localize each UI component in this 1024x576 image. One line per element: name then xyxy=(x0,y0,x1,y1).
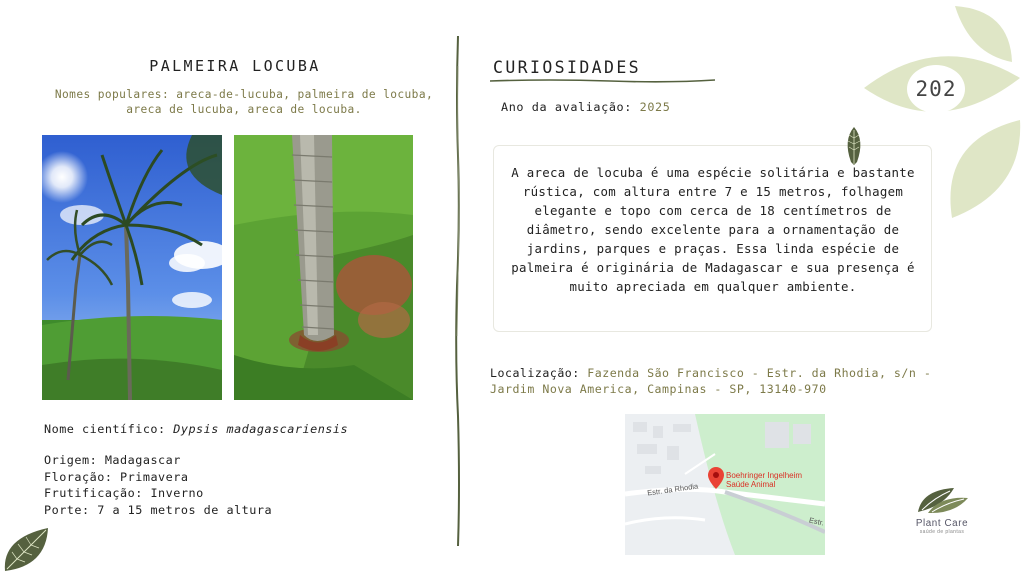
fact-flowering: Floração: Primavera xyxy=(44,469,189,484)
page-number: 202 xyxy=(915,77,957,101)
map-road-label: Estr. da Rhodia xyxy=(646,481,699,498)
brand-tagline: saúde de plantas xyxy=(919,529,965,535)
fact-fruiting: Frutificação: Inverno xyxy=(44,486,204,501)
scientific-name-row xyxy=(44,422,348,436)
title-underline xyxy=(490,78,715,84)
scientific-name: Dypsis madagascariensis xyxy=(173,422,349,436)
map-road-label-2: Estr. xyxy=(808,515,825,528)
fact-origin: Origem: Madagascar xyxy=(44,453,181,467)
brand-name: Plant Care xyxy=(915,518,969,529)
location-map[interactable] xyxy=(625,414,825,555)
evaluation-year: Ano da avaliação: 2025 xyxy=(501,100,671,114)
fact-size: Porte: 7 a 15 metros de altura xyxy=(44,502,273,517)
map-pin-label: Boehringer Ingelheim Saúde Animal xyxy=(726,471,803,489)
map-pin-icon[interactable] xyxy=(708,467,724,489)
leaf-icon xyxy=(2,526,50,574)
plant-title: PALMEIRA LOCUBA xyxy=(149,57,321,75)
brand xyxy=(904,486,980,535)
palm-trunk-photo xyxy=(234,135,413,400)
curiosities-title: CURIOSIDADES xyxy=(493,58,642,77)
vertical-divider xyxy=(452,36,464,546)
plant-facts xyxy=(44,452,272,518)
plant-care-logo-icon xyxy=(914,486,970,516)
palm-photo-sky xyxy=(42,135,222,400)
description-text: A areca de locuba é uma espécie solitária e bastante rústica, com altura entre 7 e 15 metros, folhagem elegante e topo com cerca de 18 centímetros de diâmetro, sendo excelente para a ornamentação de jardins, parques e praças. Essa linda espécie de palmeira é originária de Madagascar e sua presença é muito apreciada em qualquer ambiente. xyxy=(511,165,915,294)
location: Localização: Fazenda São Francisco - Estr. da Rhodia, s/n - Jardim Nova America, Campinas - SP, 13140-970 xyxy=(490,366,932,396)
popular-names: Nomes populares: areca-de-lucuba, palmeira de locuba, areca de lucuba, areca de locuba. xyxy=(54,88,434,116)
scientific-label: Nome científico: xyxy=(44,422,166,436)
